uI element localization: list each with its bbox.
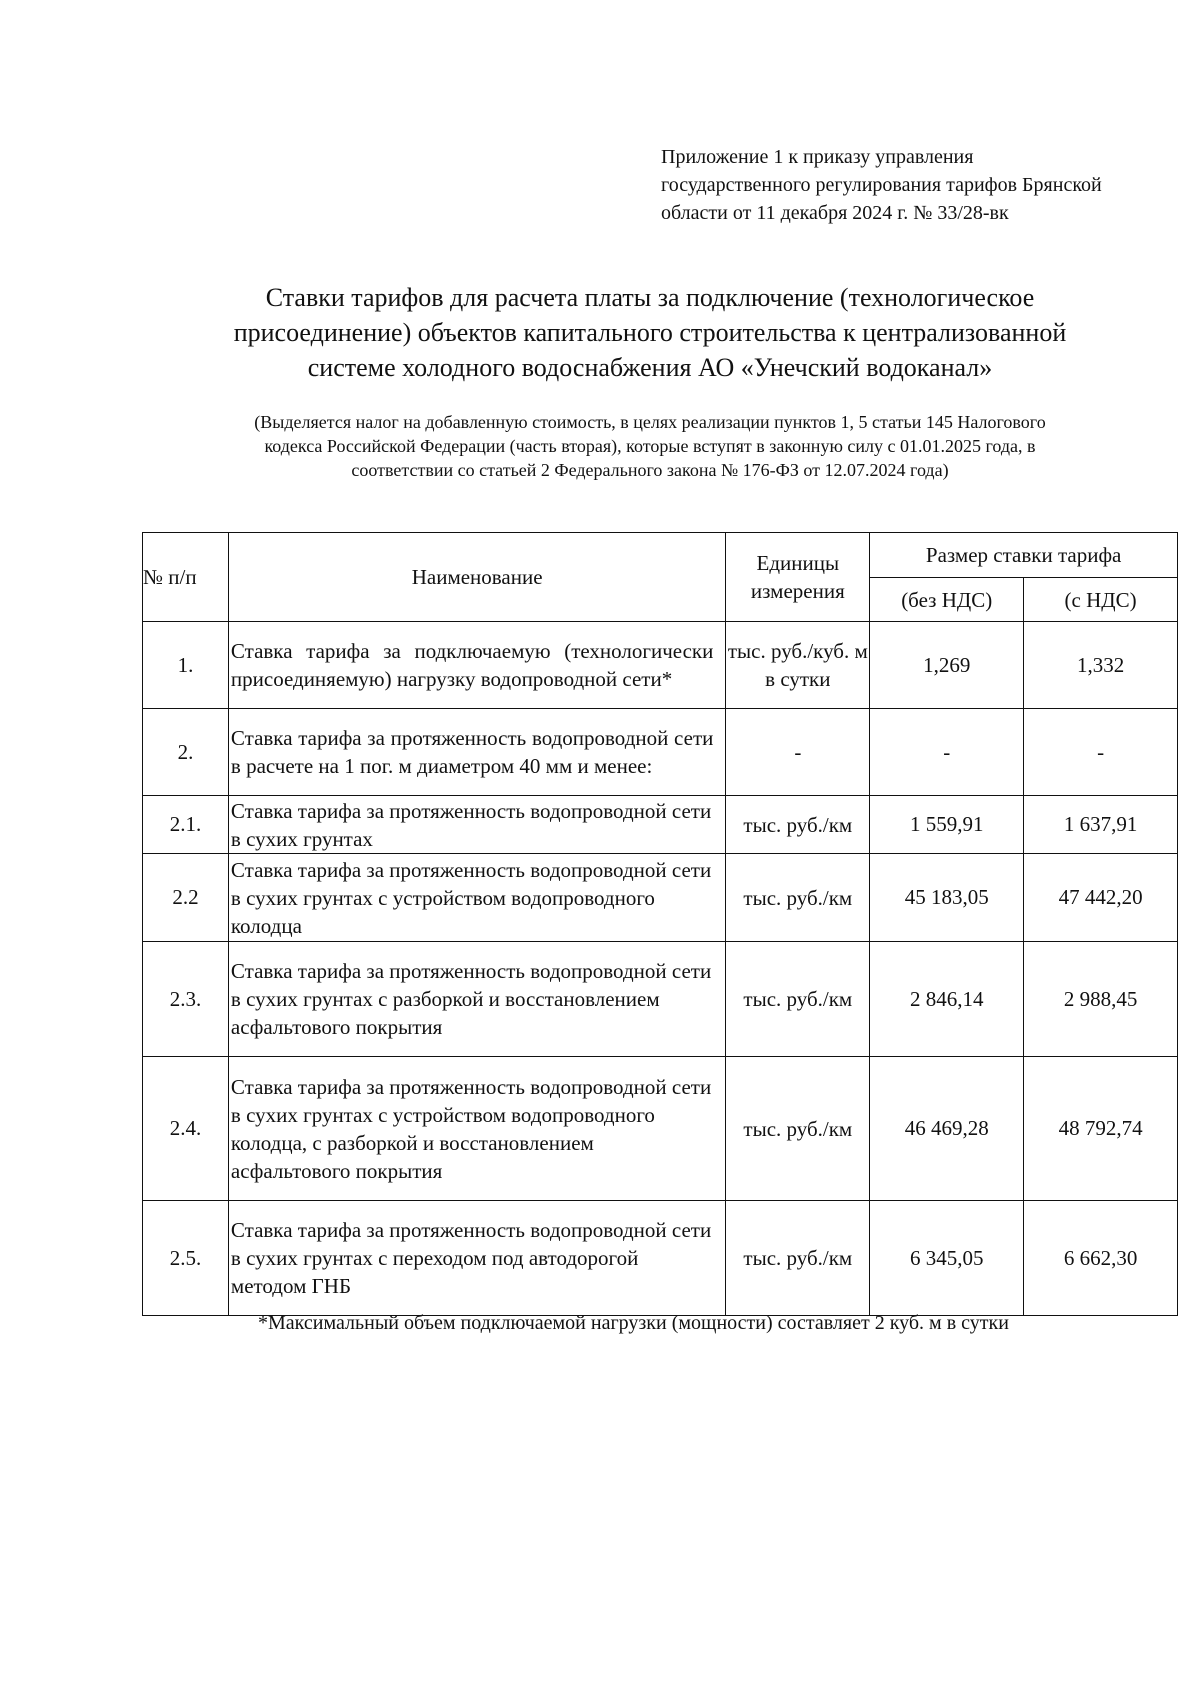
- row-unit: тыс. руб./км: [726, 942, 870, 1057]
- row-value-with-vat: 2 988,45: [1024, 942, 1178, 1057]
- table-row: [143, 1201, 1178, 1316]
- row-name: Ставка тарифа за протяженность водопроводной сети в сухих грунтах с переходом под автодорогой методом ГНБ: [228, 1201, 725, 1316]
- table-row: [143, 622, 1178, 709]
- header-unit-line: Единицы: [756, 551, 840, 575]
- row-value-no-vat: 6 345,05: [870, 1201, 1024, 1316]
- row-num: 1.: [143, 622, 229, 709]
- row-unit: тыс. руб./км: [726, 854, 870, 942]
- title-line: системе холодного водоснабжения АО «Унечский водоканал»: [307, 353, 993, 382]
- table-row: [143, 709, 1178, 796]
- row-value-with-vat: 1,332: [1024, 622, 1178, 709]
- table-row: [143, 942, 1178, 1057]
- row-unit: тыс. руб./куб. м в сутки: [726, 622, 870, 709]
- appendix-line: Приложение 1 к приказу управления: [661, 146, 974, 168]
- header-unit: [726, 533, 870, 622]
- header-rate: Размер ставки тарифа: [870, 533, 1178, 578]
- note-line: (Выделяется налог на добавленную стоимость, в целях реализации пунктов 1, 5 статьи 145 Налогового: [254, 412, 1046, 432]
- row-value-no-vat: 46 469,28: [870, 1057, 1024, 1201]
- vat-note: [180, 410, 1120, 482]
- row-num: 2.5.: [143, 1201, 229, 1316]
- row-value-no-vat: -: [870, 709, 1024, 796]
- row-name: Ставка тарифа за протяженность водопроводной сети в сухих грунтах: [228, 796, 725, 854]
- row-num: 2.3.: [143, 942, 229, 1057]
- row-name: Ставка тарифа за протяженность водопроводной сети в расчете на 1 пог. м диаметром 40 мм и менее:: [228, 709, 725, 796]
- appendix-line: государственного регулирования тарифов Брянской: [661, 174, 1102, 196]
- note-line: соответствии со статьей 2 Федерального закона № 176-ФЗ от 12.07.2024 года): [351, 460, 949, 480]
- appendix-reference: [661, 143, 1181, 227]
- header-no-vat: (без НДС): [870, 578, 1024, 622]
- row-value-with-vat: 1 637,91: [1024, 796, 1178, 854]
- row-num: 2.2: [143, 854, 229, 942]
- row-name: Ставка тарифа за протяженность водопроводной сети в сухих грунтах с разборкой и восстановлением асфальтового покрытия: [228, 942, 725, 1057]
- row-num: 2.: [143, 709, 229, 796]
- table-row: [143, 796, 1178, 854]
- header-with-vat: (с НДС): [1024, 578, 1178, 622]
- row-unit: тыс. руб./км: [726, 796, 870, 854]
- row-num: 2.4.: [143, 1057, 229, 1201]
- row-num: 2.1.: [143, 796, 229, 854]
- appendix-line: области от 11 декабря 2024 г. № 33/28-вк: [661, 202, 1009, 224]
- row-value-with-vat: -: [1024, 709, 1178, 796]
- row-value-no-vat: 2 846,14: [870, 942, 1024, 1057]
- row-value-with-vat: 47 442,20: [1024, 854, 1178, 942]
- row-value-no-vat: 1 559,91: [870, 796, 1024, 854]
- row-value-no-vat: 1,269: [870, 622, 1024, 709]
- row-value-no-vat: 45 183,05: [870, 854, 1024, 942]
- title-line: присоединение) объектов капитального строительства к централизованной: [233, 318, 1067, 347]
- footnote: *Максимальный объем подключаемой нагрузки (мощности) составляет 2 куб. м в сутки: [258, 1312, 1009, 1334]
- row-name: Ставка тарифа за протяженность водопроводной сети в сухих грунтах с устройством водопроводного колодца: [228, 854, 725, 942]
- header-name: Наименование: [228, 533, 725, 622]
- row-value-with-vat: 48 792,74: [1024, 1057, 1178, 1201]
- row-unit: -: [726, 709, 870, 796]
- header-num: № п/п: [143, 533, 229, 622]
- note-line: кодекса Российской Федерации (часть вторая), которые вступят в законную силу с 01.01.2025 года, в: [264, 436, 1036, 456]
- header-unit-line: измерения: [750, 579, 845, 603]
- row-value-with-vat: 6 662,30: [1024, 1201, 1178, 1316]
- row-unit: тыс. руб./км: [726, 1201, 870, 1316]
- title-line: Ставки тарифов для расчета платы за подключение (технологическое: [265, 283, 1035, 312]
- row-name: Ставка тарифа за подключаемую (технологически присоединяемую) нагрузку водопроводной сети*: [228, 622, 725, 709]
- document-title: [150, 280, 1150, 385]
- row-unit: тыс. руб./км: [726, 1057, 870, 1201]
- row-name: Ставка тарифа за протяженность водопроводной сети в сухих грунтах с устройством водопроводного колодца, с разборкой и восстановлением асфальтового покрытия: [228, 1057, 725, 1201]
- tariff-table: [142, 532, 1178, 1316]
- table-row: [143, 1057, 1178, 1201]
- table-row: [143, 854, 1178, 942]
